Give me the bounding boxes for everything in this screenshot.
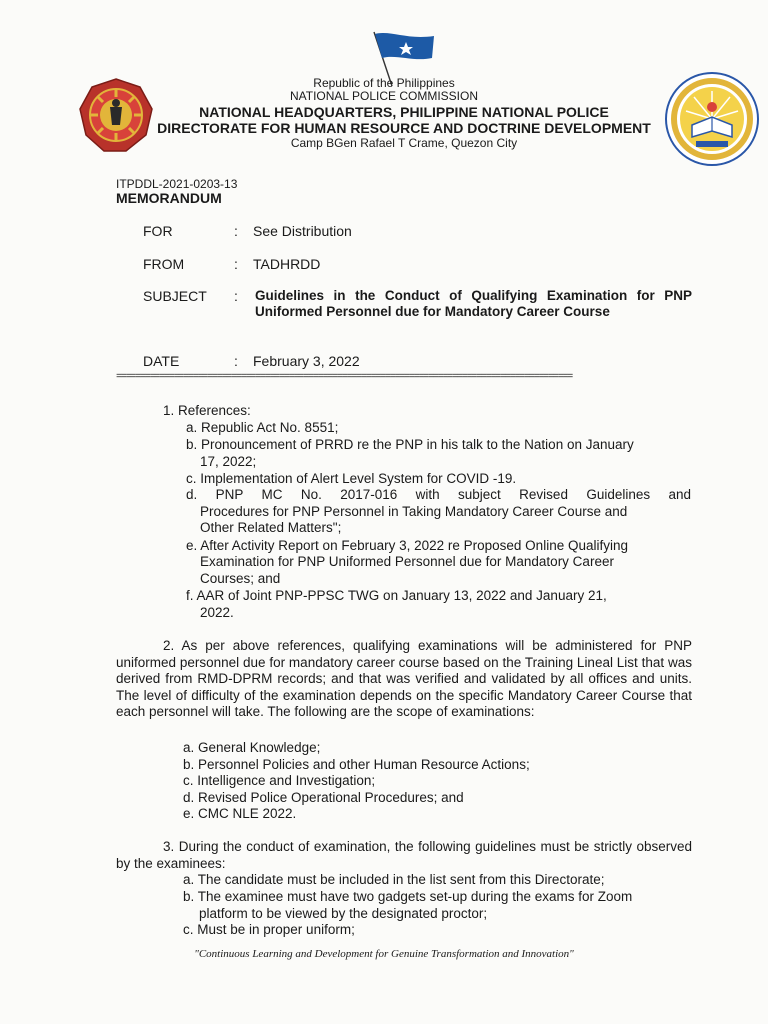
date-label: DATE: [143, 353, 180, 369]
reference-d-line1: d. PNP MC No. 2017-016 with subject Revised Guidelines and: [186, 487, 691, 502]
reference-d-line3: Other Related Matters";: [200, 520, 342, 535]
subject-value: Guidelines in the Conduct of Qualifying Examination for PNP Uniformed Personnel due for Mandatory Career Course: [255, 288, 692, 319]
reference-e-line1: e. After Activity Report on February 3, 2022 re Proposed Online Qualifying: [186, 538, 628, 553]
from-label: FROM: [143, 256, 185, 272]
reference-f-line2: 2022.: [200, 605, 234, 620]
header-napolcom: NATIONAL POLICE COMMISSION: [289, 89, 479, 103]
reference-e-line2: Examination for PNP Uniformed Personnel due for Mandatory Career: [200, 554, 614, 569]
scope-e: e. CMC NLE 2022.: [183, 806, 297, 821]
subject-label: SUBJECT: [143, 288, 207, 304]
scope-c: c. Intelligence and Investigation;: [183, 773, 376, 788]
section3-paragraph: 3. During the conduct of examination, the following guidelines must be strictly observed by the examinees:: [116, 839, 692, 871]
footer-motto: "Continuous Learning and Development for Genuine Transformation and Innovation": [194, 948, 574, 960]
for-label: FOR: [143, 223, 173, 239]
scope-b: b. Personnel Policies and other Human Resource Actions;: [183, 757, 530, 772]
date-value: February 3, 2022: [253, 353, 360, 369]
section1-heading: 1. References:: [163, 403, 251, 418]
reference-d-line2: Procedures for PNP Personnel in Taking Mandatory Career Course and: [200, 504, 628, 519]
header-directorate: DIRECTORATE FOR HUMAN RESOURCE AND DOCTRINE DEVELOPMENT: [157, 120, 651, 136]
subject-colon: :: [234, 288, 238, 304]
scope-a: a. General Knowledge;: [183, 740, 321, 755]
reference-c: c. Implementation of Alert Level System for COVID -19.: [186, 471, 517, 486]
memo-title: MEMORANDUM: [116, 190, 222, 206]
memo-number: ITPDDL-2021-0203-13: [116, 177, 238, 191]
guideline-b-line1: b. The examinee must have two gadgets set-up during the exams for Zoom: [183, 889, 633, 904]
date-colon: :: [234, 353, 238, 369]
guideline-c: c. Must be in proper uniform;: [183, 922, 355, 937]
section2-paragraph: 2. As per above references, qualifying examinations will be administered for PNP uniformed personnel due for mandatory career course based on the Training Lineal List that was derived from RMD-DPRM records; and that was verified and validated by all offices and units. The level of difficulty of the examination depends on the specific Mandatory Career Course that each personnel will take. The following are the scope of examinations:: [116, 638, 692, 719]
guideline-a: a. The candidate must be included in the list sent from this Directorate;: [183, 872, 605, 887]
reference-e-line3: Courses; and: [200, 571, 281, 586]
reference-b-line1: b. Pronouncement of PRRD re the PNP in his talk to the Nation on January: [186, 437, 634, 452]
reference-a: a. Republic Act No. 8551;: [186, 420, 339, 435]
guideline-b-line2: platform to be viewed by the designated proctor;: [199, 906, 488, 921]
from-colon: :: [234, 256, 238, 272]
header-nhq: NATIONAL HEADQUARTERS, PHILIPPINE NATIONAL POLICE: [199, 104, 609, 120]
scope-d: d. Revised Police Operational Procedures; and: [183, 790, 464, 805]
header-address: Camp BGen Rafael T Crame, Quezon City: [290, 136, 518, 150]
for-value: See Distribution: [253, 223, 352, 239]
from-value: TADHRDD: [253, 256, 321, 272]
for-colon: :: [234, 223, 238, 239]
reference-f-line1: f. AAR of Joint PNP-PPSC TWG on January 13, 2022 and January 21,: [186, 588, 607, 603]
separator-rule: ===============================================================================================: [116, 373, 573, 383]
header-republic: Republic of the Philippines: [313, 76, 455, 90]
reference-b-line2: 17, 2022;: [200, 454, 257, 469]
